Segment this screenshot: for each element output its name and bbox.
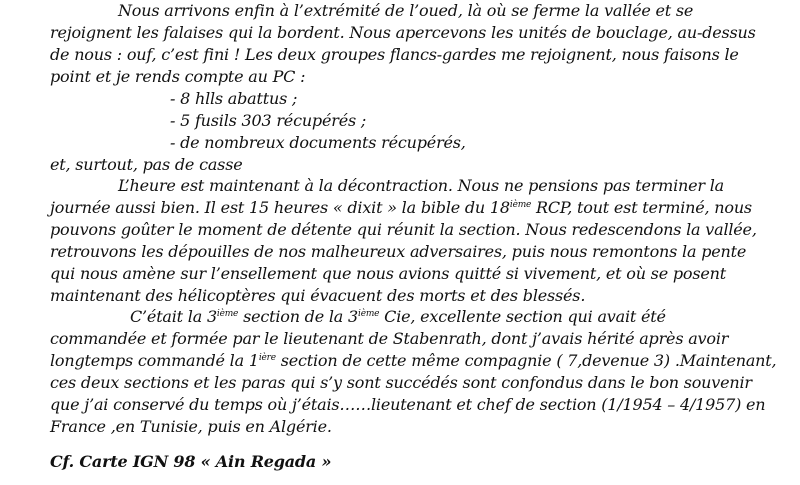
text-line: maintenant des hélicoptères qui évacuent des morts et des blessés.	[50, 286, 586, 305]
text-line: commandée et formée par le lieutenant de Stabenrath, dont j’avais hérité après avoir	[50, 329, 729, 348]
text-line: L’heure est maintenant à la décontraction. Nous ne pensions pas terminer la	[118, 176, 725, 195]
text-line: et, surtout, pas de casse	[50, 155, 243, 174]
list-item: - 8 hlls abattus ;	[170, 89, 298, 108]
text-line: qui nous amène sur l’ensellement que nous avions quitté si vivement, et où se posent	[50, 264, 726, 283]
list-item: - 5 fusils 303 récupérés ;	[170, 111, 367, 130]
text-line: de nous : ouf, c’est fini ! Les deux groupes flancs-gardes me rejoignent, nous faisons le	[50, 45, 739, 64]
superscript: ière	[258, 353, 276, 363]
text-segment: RCP, tout est terminé, nous	[531, 198, 752, 217]
text-segment: Cie, excellente section qui avait été	[379, 307, 666, 326]
text-line	[130, 306, 666, 328]
text-segment: journée aussi bien. Il est 15 heures « dixit » la bible du 18	[50, 198, 510, 217]
text-segment: C’était la 3	[130, 307, 217, 326]
superscript: ième	[358, 309, 380, 319]
text-line: rejoignent les falaises qui la bordent. Nous apercevons les unités de bouclage, au-dessus	[50, 23, 756, 42]
text-line: pouvons goûter le moment de détente qui réunit la section. Nous redescendons la vallée,	[50, 220, 757, 239]
superscript: ième	[509, 200, 532, 210]
text-segment: longtemps commandé la 1	[50, 351, 259, 370]
text-line: point et je rends compte au PC :	[50, 67, 306, 86]
text-line: retrouvons les dépouilles de nos malheureux adversaires, puis nous remontons la pente	[50, 242, 747, 261]
text-line: ces deux sections et les paras qui s’y sont succédés sont confondus dans le bon souvenir	[50, 373, 752, 392]
superscript: ième	[216, 309, 239, 319]
text-line: France ,en Tunisie, puis en Algérie.	[50, 417, 332, 436]
text-segment: section de cette même compagnie ( 7,devenue 3) .Maintenant,	[275, 351, 777, 370]
map-reference: Cf. Carte IGN 98 « Ain Regada »	[50, 452, 332, 471]
text-line	[50, 350, 776, 372]
text-line: que j’ai conservé du temps où j’étais……lieutenant et chef de section (1/1954 – 4/1957) en	[50, 395, 766, 414]
text-line: Nous arrivons enfin à l’extrémité de l’oued, là où se ferme la vallée et se	[118, 1, 694, 20]
list-item: - de nombreux documents récupérés,	[170, 133, 466, 152]
text-segment: section de la 3	[238, 307, 359, 326]
text-line	[50, 197, 752, 219]
